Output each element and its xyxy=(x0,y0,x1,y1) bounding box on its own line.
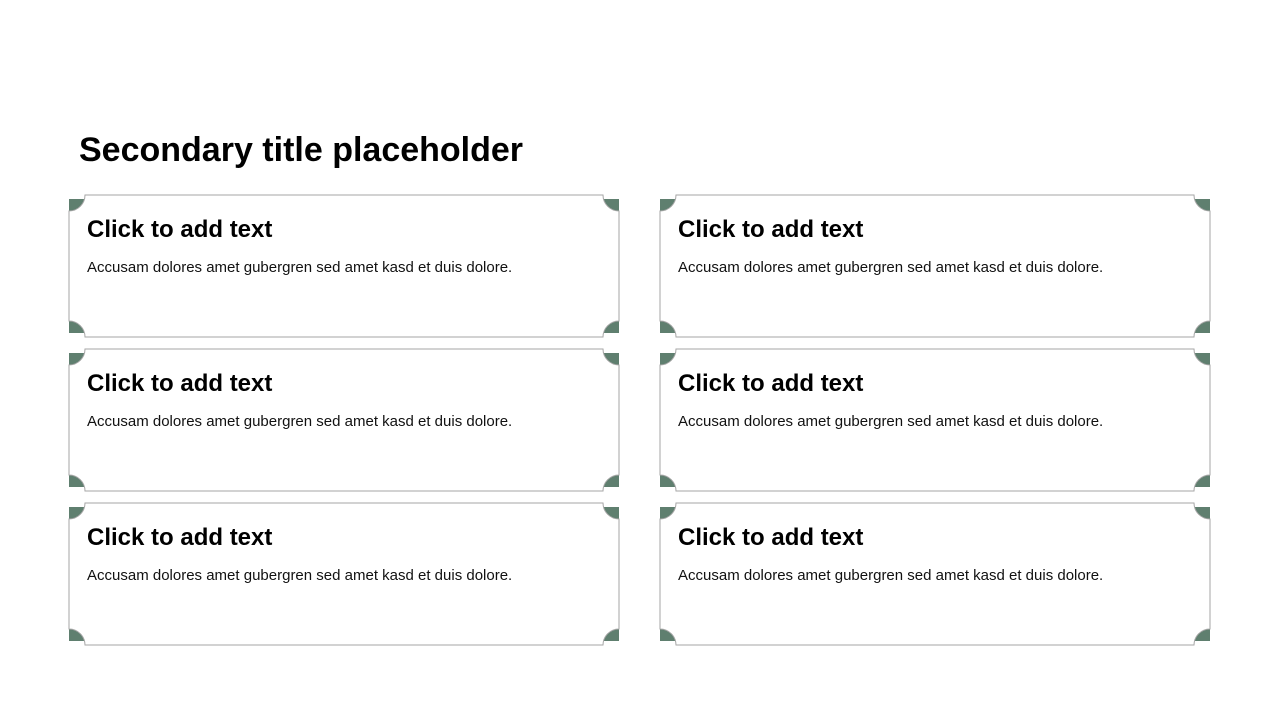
card-body[interactable]: Accusam dolores amet gubergren sed amet kasd et duis dolore. xyxy=(87,413,513,430)
text-card[interactable] xyxy=(69,195,619,337)
page-title[interactable]: Secondary title placeholder xyxy=(79,131,524,169)
card-grid xyxy=(69,195,1210,645)
card-body[interactable]: Accusam dolores amet gubergren sed amet kasd et duis dolore. xyxy=(678,567,1104,584)
text-card[interactable] xyxy=(660,195,1210,337)
card-title[interactable]: Click to add text xyxy=(678,524,864,551)
card-body[interactable]: Accusam dolores amet gubergren sed amet kasd et duis dolore. xyxy=(87,567,513,584)
text-card[interactable] xyxy=(69,349,619,491)
text-card[interactable] xyxy=(660,503,1210,645)
text-card[interactable] xyxy=(69,503,619,645)
card-title[interactable]: Click to add text xyxy=(87,524,273,551)
text-card[interactable] xyxy=(660,349,1210,491)
card-title[interactable]: Click to add text xyxy=(87,216,273,243)
card-body[interactable]: Accusam dolores amet gubergren sed amet kasd et duis dolore. xyxy=(87,259,513,276)
card-title[interactable]: Click to add text xyxy=(87,370,273,397)
card-title[interactable]: Click to add text xyxy=(678,370,864,397)
card-body[interactable]: Accusam dolores amet gubergren sed amet kasd et duis dolore. xyxy=(678,413,1104,430)
card-title[interactable]: Click to add text xyxy=(678,216,864,243)
card-body[interactable]: Accusam dolores amet gubergren sed amet kasd et duis dolore. xyxy=(678,259,1104,276)
